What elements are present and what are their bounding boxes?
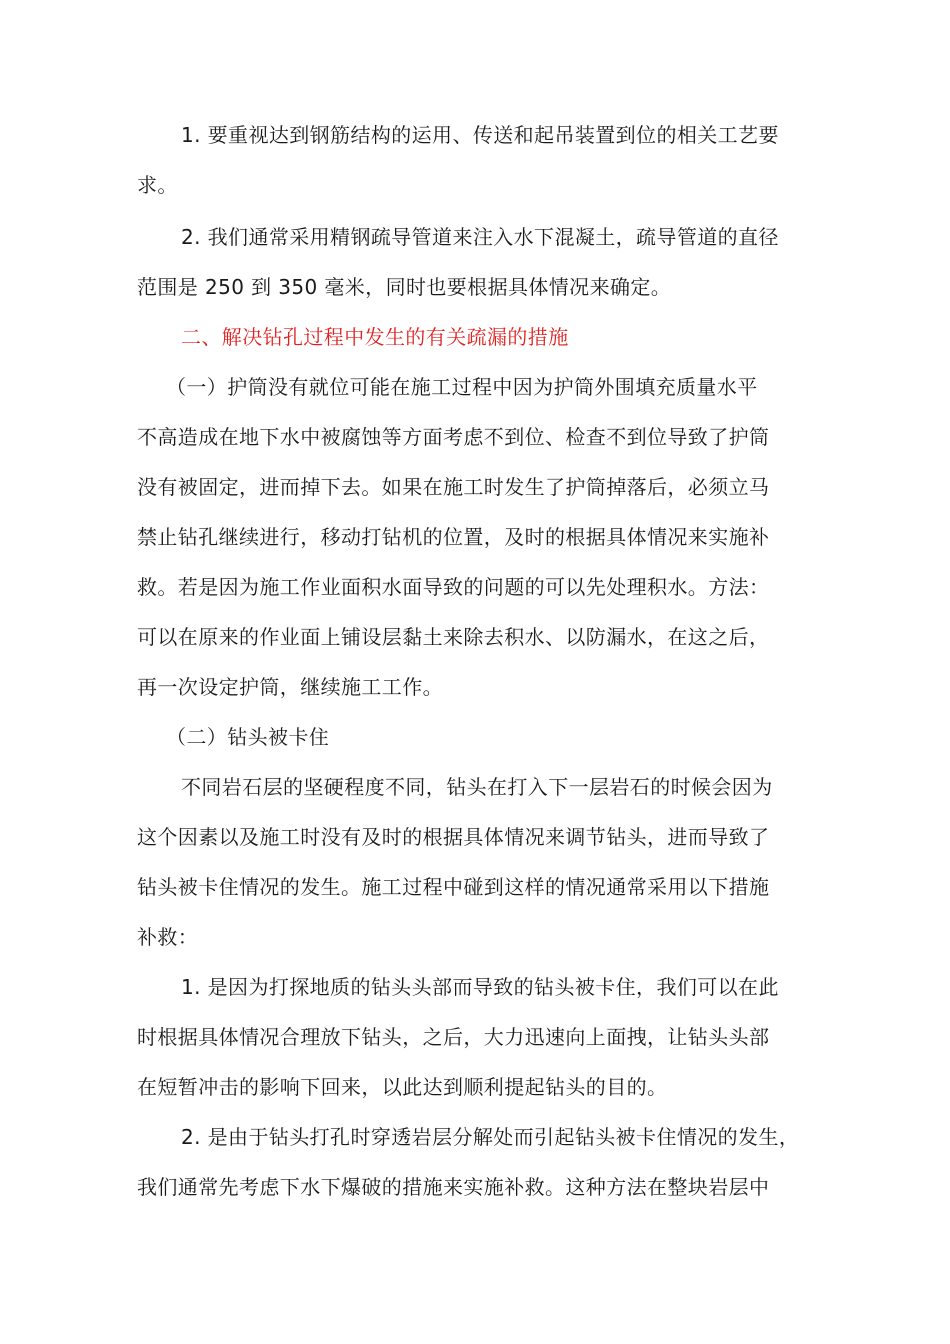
- paragraph-line: 求。: [137, 173, 178, 197]
- paragraph-line: 这个因素以及施工时没有及时的根据具体情况来调节钻头，进而导致了: [137, 825, 770, 849]
- paragraph-line: 我们通常先考虑下水下爆破的措施来实施补救。这种方法在整块岩层中: [137, 1175, 770, 1199]
- paragraph-line: 2. 是由于钻头打孔时穿透岩层分解处而引起钻头被卡住情况的发生，: [181, 1125, 800, 1149]
- paragraph-line: 不高造成在地下水中被腐蚀等方面考虑不到位、检查不到位导致了护筒: [137, 425, 770, 449]
- subsection-heading: （二）钻头被卡住: [166, 725, 330, 749]
- paragraph-line: 1. 是因为打探地质的钻头头部而导致的钻头被卡住，我们可以在此: [181, 975, 779, 999]
- section-heading: 二、解决钻孔过程中发生的有关疏漏的措施: [181, 325, 569, 349]
- paragraph-line: 时根据具体情况合理放下钻头，之后，大力迅速向上面拽，让钻头头部: [137, 1025, 770, 1049]
- paragraph-line: 补救：: [137, 925, 199, 949]
- paragraph-line: 再一次设定护筒，继续施工工作。: [137, 675, 443, 699]
- paragraph-line: 禁止钻孔继续进行，移动打钻机的位置，及时的根据具体情况来实施补: [137, 525, 770, 549]
- paragraph-line: 1. 要重视达到钢筋结构的运用、传送和起吊装置到位的相关工艺要: [181, 123, 779, 147]
- paragraph-line: 范围是 250 到 350 毫米，同时也要根据具体情况来确定。: [137, 275, 672, 299]
- paragraph-line: 钻头被卡住情况的发生。施工过程中碰到这样的情况通常采用以下措施: [137, 875, 770, 899]
- paragraph-line: （一）护筒没有就位可能在施工过程中因为护筒外围填充质量水平: [166, 375, 758, 399]
- paragraph-line: 2. 我们通常采用精钢疏导管道来注入水下混凝土，疏导管道的直径: [181, 225, 779, 249]
- paragraph-line: 可以在原来的作业面上铺设层黏土来除去积水、以防漏水，在这之后，: [137, 625, 770, 649]
- paragraph-line: 在短暂冲击的影响下回来，以此达到顺利提起钻头的目的。: [137, 1075, 668, 1099]
- paragraph-line: 救。若是因为施工作业面积水面导致的问题的可以先处理积水。方法：: [137, 575, 770, 599]
- paragraph-line: 不同岩石层的坚硬程度不同，钻头在打入下一层岩石的时候会因为: [181, 775, 773, 799]
- paragraph-line: 没有被固定，进而掉下去。如果在施工时发生了护筒掉落后，必须立马: [137, 475, 770, 499]
